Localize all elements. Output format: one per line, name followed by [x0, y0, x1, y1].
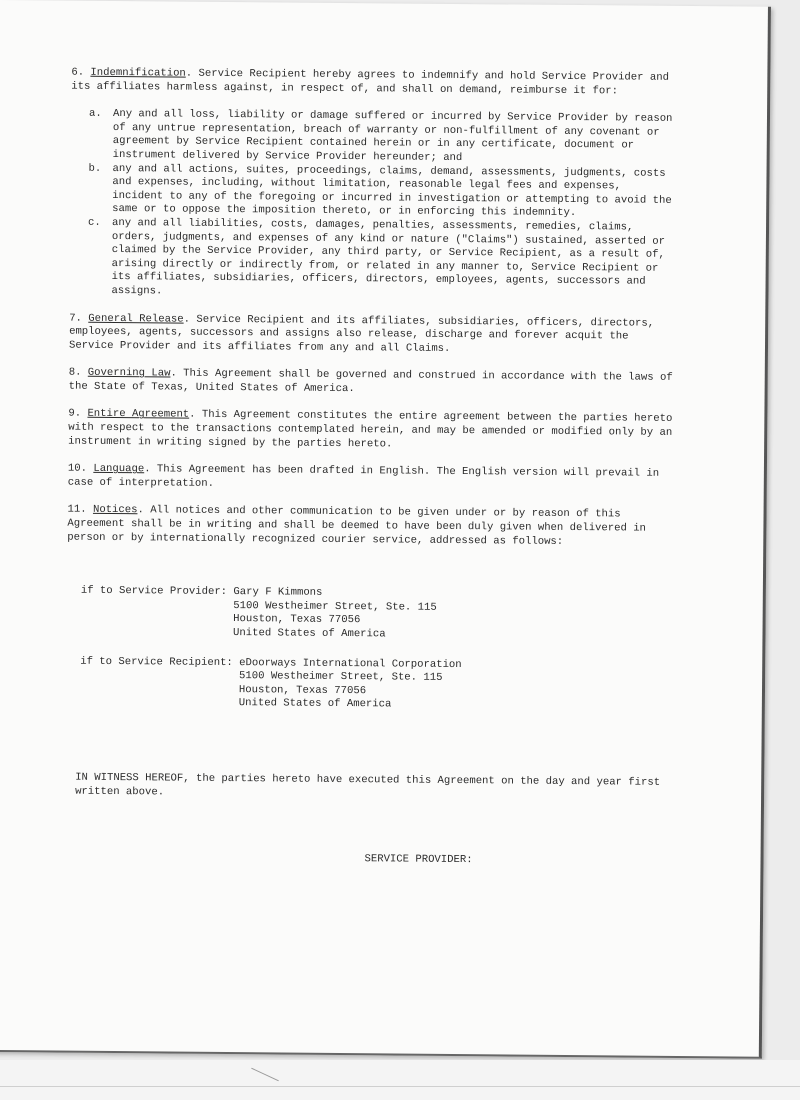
section-number: 7. [69, 312, 89, 325]
document-body [64, 67, 675, 870]
section-text: . Service Recipient hereby agrees to indemnify and hold Service Provider and its affiliates harmless against, in respect of, and shall on demand, reimburse it for: [71, 67, 669, 97]
recipient-label: if to Service Recipient: [80, 655, 240, 669]
section-6-intro [71, 67, 675, 99]
section-10 [68, 463, 672, 495]
section-number: 11. [67, 504, 94, 517]
section-text: . This Agreement constitutes the entire agreement between the parties hereto with respect to the transactions contemplated herein, and may be amended or modified only by an instrument in writing signed by the parties hereto. [68, 409, 673, 451]
section-number: 8. [68, 366, 88, 380]
list-item-text: any and all liabilities, costs, damages, penalties, assessments, remedies, claims, orders, judgments, and expenses of any kind or nature ("Claims") sustained, asserted or claimed by the Service Provider, any third party, or Service Recipient, as a result of, arising directly or indirectly from, or related in any manner to, Service Recipient or its affiliates, subsidiaries, officers, directors, employees, agents, successors and assigns. [111, 216, 666, 298]
address-line: Houston, Texas 77056 [233, 613, 361, 627]
section-number: 9. [68, 408, 88, 421]
section-heading: General Release [88, 312, 184, 326]
section-text: . All notices and other communication to be given under or by reason of this Agreement shall be in writing and shall be deemed to have been duly given when delivered in person or by internationally recognized courier service, addressed as follows: [67, 504, 646, 548]
recipient-address [80, 655, 670, 715]
list-item [87, 217, 674, 304]
address-line: United States of America [238, 697, 392, 711]
address-line: 5100 Westheimer Street, Ste. 115 [233, 599, 437, 614]
indemnification-list [87, 108, 675, 303]
section-text: . Service Recipient and its affiliates, subsidiaries, officers, directors, employees, agents, successors and assigns also release, discharge and forever acquit the Service Provider and its affiliates from any and all Claims. [68, 313, 655, 355]
list-marker: c. [88, 216, 101, 229]
section-heading: Language [93, 463, 145, 476]
address-line: Houston, Texas 77056 [238, 683, 367, 698]
provider-label: if to Service Provider: [80, 584, 234, 599]
list-item [89, 108, 675, 167]
section-number: 6. [71, 66, 91, 79]
address-line: 5100 Westheimer Street, Ste. 115 [238, 670, 443, 685]
section-8 [69, 367, 673, 399]
address-line: eDoorways International Corporation [239, 656, 462, 671]
section-11 [67, 504, 671, 550]
list-item [88, 162, 674, 221]
section-7 [69, 312, 673, 358]
list-marker: a. [88, 107, 102, 121]
provider-address [80, 585, 670, 645]
section-text: . This Agreement has been drafted in English. The English version will prevail in case of interpretation. [67, 463, 660, 490]
section-heading: Indemnification [90, 66, 186, 80]
list-marker: b. [88, 162, 102, 175]
section-heading: Entire Agreement [87, 408, 190, 422]
section-heading: Notices [92, 504, 138, 517]
section-heading: Governing Law [87, 367, 171, 380]
section-text: . This Agreement shall be governed and construed in accordance with the laws of the State of Texas, United States of America. [68, 367, 673, 395]
witness-clause: IN WITNESS HEREOF, the parties hereto have executed this Agreement on the day and year first written above. [75, 771, 661, 799]
provider-address-lines [233, 586, 437, 642]
list-item-text: Any and all loss, liability or damage suffered or incurred by Service Provider by reason of any untrue representation, breach of warranty or non-fulfillment of any covenant or agreement by Service Recipient contained herein or in any certificate, document or instrument delivered by Service Provider hereunder; and [112, 108, 673, 165]
address-line: Gary F Kimmons [233, 586, 323, 600]
signature-label: SERVICE PROVIDER: [364, 853, 473, 867]
section-number: 10. [67, 462, 94, 476]
list-item-text: any and all actions, suites, proceedings, claims, demand, assessments, judgments, costs and expenses, including, without limitation, reasonable legal fees and expenses, incident to any of the foregoing or incurred in investigation or attempting to avoid the same or to oppose the imposition thereto, or in enforcing this indemnity. [112, 162, 672, 220]
scan-edge-line [0, 1086, 800, 1087]
scan-margin [0, 1060, 800, 1100]
notice-addresses [80, 585, 671, 715]
section-9 [68, 408, 672, 454]
address-line: United States of America [233, 627, 386, 641]
recipient-address-lines [239, 657, 462, 713]
